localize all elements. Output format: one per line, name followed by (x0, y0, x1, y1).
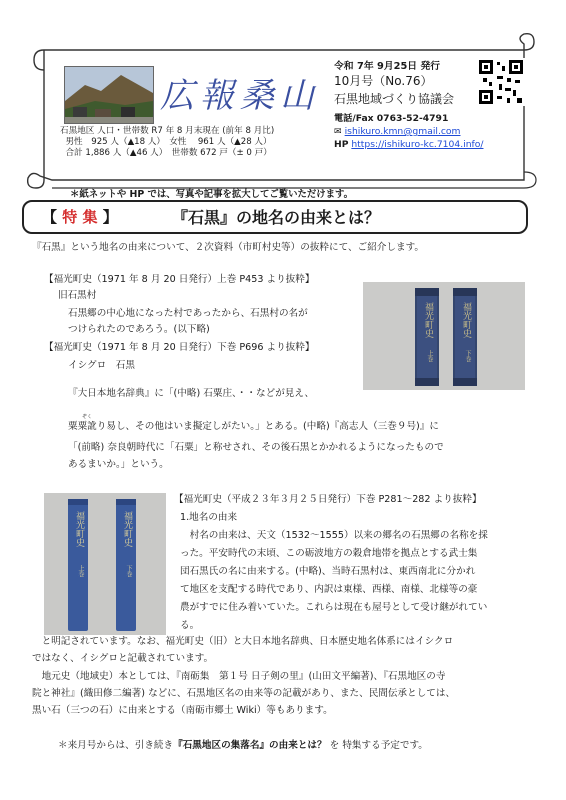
newsletter-title: 広報桑山 (160, 76, 320, 116)
town-photo (64, 66, 154, 124)
book-spine-vol: 下巻 (125, 565, 132, 577)
email-link[interactable]: ishikuro.kmn@gmail.com (344, 126, 461, 137)
label-close: 】 (97, 208, 118, 226)
book-spine-title: 福光町史 (74, 511, 84, 547)
source-heading: 【福光町史（1971 年 8 月 20 日発行）下巻 P696 より抜粋】 (44, 342, 315, 353)
source-line: て地区を支配する時代であり、内訳は東様、西様、南様、北様等の豪 (180, 584, 478, 595)
source-line: った。平安時代の末頃、この砺波地方の穀倉地帯を拠点とする武士集 (180, 548, 478, 559)
source-heading: 【福光町史（平成２３年３月２５日発行）下巻 P281～282 より抜粋】 (174, 494, 482, 505)
source-line: あるまいか。」という。 (68, 459, 169, 470)
source-line: 農がすでに住み着いていた。これらは現在も屋号として受け継がれてい (180, 602, 488, 613)
issue-number: 10月号（No.76） (334, 74, 433, 88)
source-line: 1.地名の由来 (180, 512, 238, 523)
ruby-text: ぞく (82, 414, 93, 420)
book-spine-title: 福光町史 (122, 511, 132, 547)
source-line: イシグロ 石黒 (68, 360, 135, 371)
source-line: 石黒郷の中心地になった村であったから、石黒村の名が (68, 308, 308, 319)
body-paragraph: 黒い石（三つの石）に由来とする（南砺市郷土 Wiki）等もあります。 (32, 705, 333, 716)
books-photo-1 (363, 282, 525, 390)
tel-fax: 電話/Fax 0763-52-4791 (334, 113, 449, 124)
hp-row (334, 138, 483, 151)
source-heading: 【福光町史（1971 年 8 月 20 日発行）上巻 P453 より抜粋】 (44, 274, 315, 285)
books-photo-2 (44, 493, 166, 635)
hp-label: HP (334, 139, 349, 150)
intro-text: 『石黒』という地名の由来について、２次資料（市町村史等）の抜粋にて、ご紹介します。 (32, 242, 424, 253)
label-word: 特 集 (62, 208, 98, 226)
hp-link[interactable]: https://ishikuro-kc.7104.info/ (351, 139, 484, 150)
label-open: 【 (42, 208, 63, 226)
email-row (334, 125, 483, 138)
body-paragraph: と明記されています。なお、福光町史（旧）と大日本地名辞典、日本歴史地名体系にはイシクロ (32, 636, 454, 647)
issue-date: 令和 7年 9月25日 発行 (334, 61, 441, 72)
top-note: ＊紙ネットや HP では、写真や記事を拡大してご覧いただけます。 (70, 189, 353, 200)
mail-icon: ✉ (334, 126, 342, 137)
source-line: 村名の由来は、天文（1532～1555）以来の郷名の石黒郷の名称を採 (180, 530, 488, 541)
book-spine-vol: 上巻 (426, 350, 433, 362)
source-line: 団石黒氏の名に由来する。(中略)、当時石黒村は、東西南北に分かれ (180, 566, 476, 577)
source-line: 粟粟訛り易し、その他はいま擬定しがたい。」とある。(中略)『高志人（三巻９号)』に (68, 421, 439, 432)
population-stats (60, 126, 274, 159)
book-spine-vol: 上巻 (77, 565, 84, 577)
qr-code-icon[interactable] (477, 58, 525, 106)
source-line: 『大日本地名辞典』に「(中略) 石粟庄、・・などが見え、 (68, 388, 315, 399)
book-spine-title: 福光町史 (461, 302, 471, 338)
closing-bold: 『石黒地区の集落名』の由来とは？ (173, 740, 327, 751)
closing-note (58, 738, 428, 754)
publisher: 石黒地域づくり協議会 (334, 92, 455, 106)
source-line: つけられたのであろう。(以下略) (68, 324, 210, 335)
issue-info (334, 60, 454, 106)
feature-label (42, 206, 118, 227)
source-line: る。 (180, 620, 200, 631)
contact-info (334, 112, 483, 151)
source-line: 「(前略) 奈良朝時代に「石粟」と称せされ、その後石黒とかかれるようになったもので (68, 442, 444, 453)
body-paragraph: 院と神社』(織田修二編著) などに、石黒地区名の由来等の記載があり、また、民間伝承としては、 (32, 688, 456, 699)
book-spine-title: 福光町史 (423, 302, 433, 338)
stats-line: 合計 1,886 人（▲46 人） 世帯数 672 戸（± 0 戸） (60, 148, 272, 158)
closing-suffix: を 特集する予定です。 (326, 740, 428, 751)
stats-line: 石黒地区 人口・世帯数 R7 年 8 月末現在 (前年 8 月比) (60, 126, 275, 136)
book-spine-vol: 下巻 (464, 350, 471, 362)
feature-banner (22, 200, 528, 234)
feature-heading: 『石黒』の地名の由来とは？ (172, 208, 381, 227)
closing-prefix: ＊来月号からは、引き続き (58, 740, 174, 751)
source-line: 旧石黒村 (58, 290, 97, 301)
stats-line: 男性 925 人（▲18 人） 女性 961 人（▲28 人） (60, 137, 272, 147)
body-paragraph: ではなく、イシグロと記載されています。 (32, 653, 214, 664)
body-paragraph: 地元史（地域史）本としては、『南砺集 第１号 日子剣の里』(山田文平編著)、『石黒地区の寺 (32, 671, 446, 682)
